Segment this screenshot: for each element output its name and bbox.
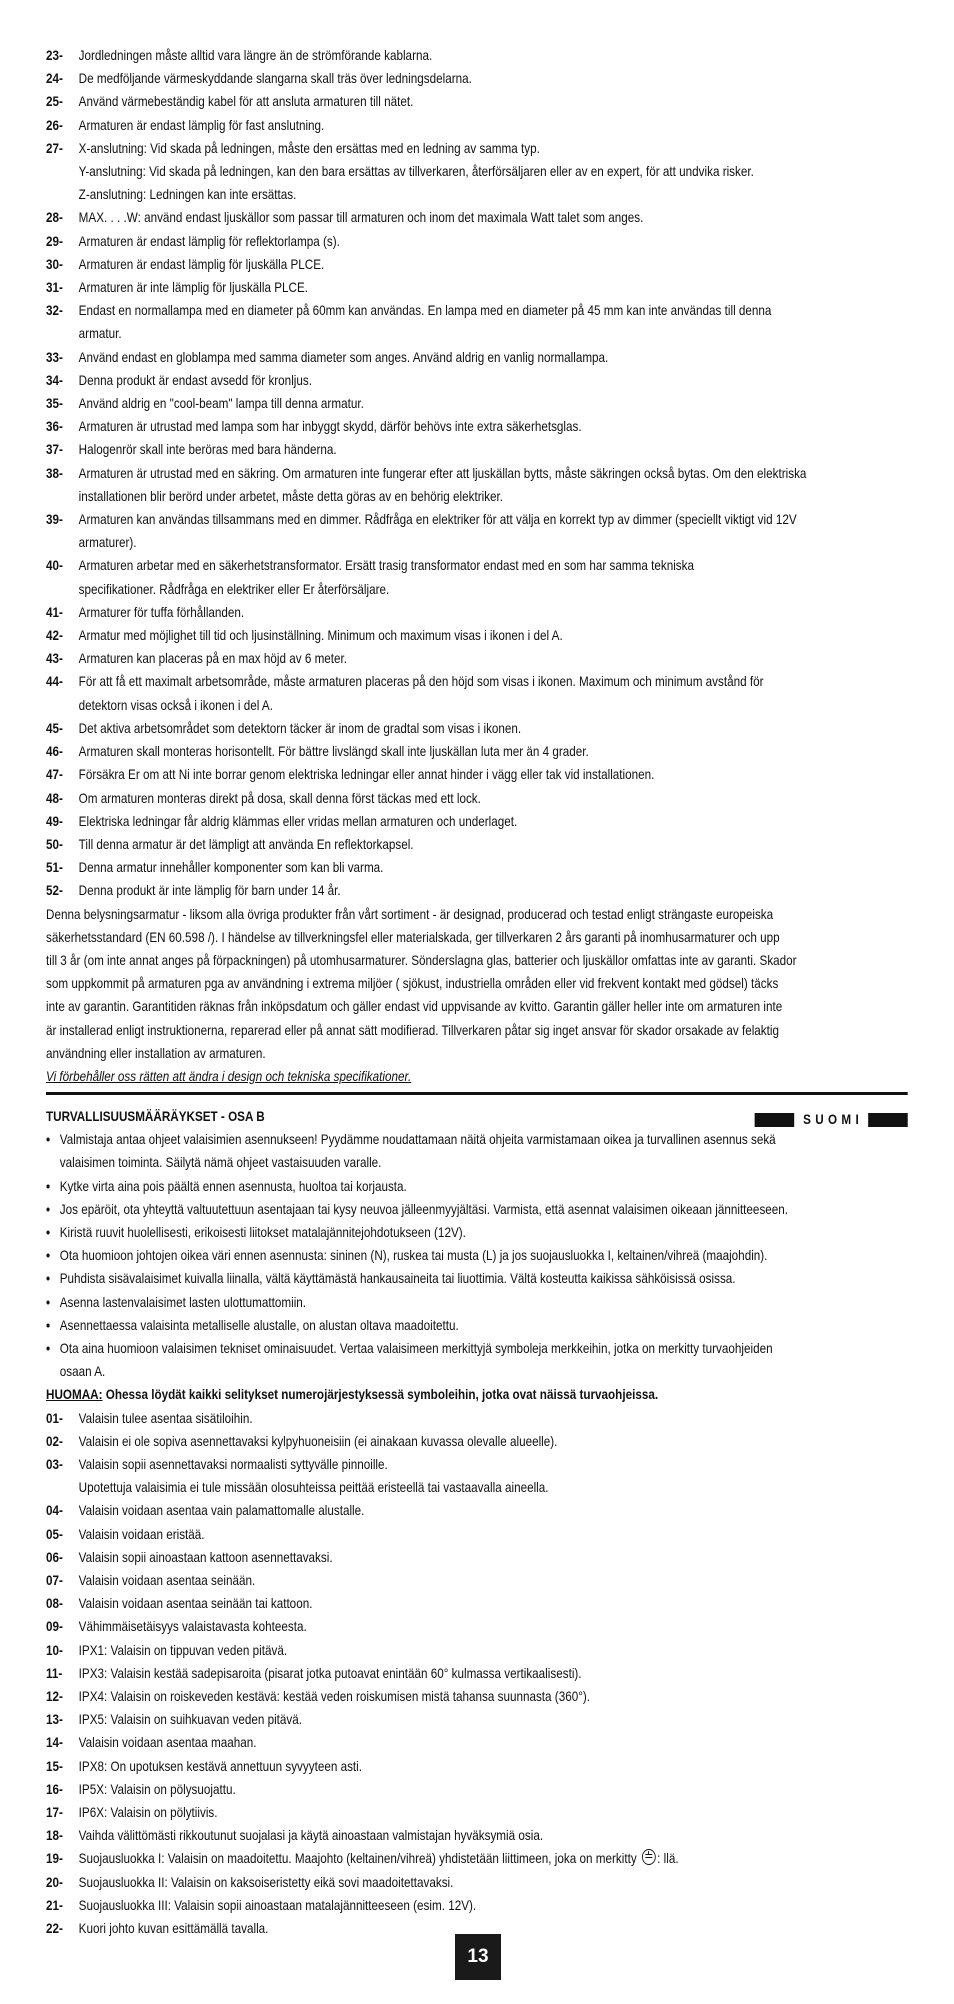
item-text-line (79, 1731, 908, 1754)
item-text-line (79, 183, 908, 206)
finnish-symbol-item (46, 1592, 908, 1615)
item-number: 50- (46, 836, 63, 852)
item-text-line (79, 1894, 908, 1917)
swedish-symbol-item (46, 415, 908, 438)
item-text-line (79, 392, 908, 415)
item-text-line (79, 1708, 908, 1731)
item-text: Denna produkt är inte lämplig för barn under 14 år. (78, 883, 341, 899)
item-text-line (79, 647, 908, 670)
item-text-line (79, 856, 908, 879)
finnish-bullet-item (46, 1291, 908, 1314)
item-number: 40- (46, 558, 63, 574)
item-text: IPX4: Valaisin on roiskeveden kestävä: kestää veden roiskumisen mistä tahansa suunnasta (360°). (78, 1689, 591, 1705)
item-number: 23- (46, 48, 63, 63)
item-text-line (79, 1755, 908, 1778)
item-text: De medföljande värmeskyddande slangarna skall träs över ledningsdelarna. (78, 71, 472, 87)
finnish-symbol-item (46, 1546, 908, 1569)
bullet-text-line: Kiristä ruuvit huolellisesti, erikoisesti liitokset matalajännitejohdotukseen (12V). (59, 1224, 466, 1240)
item-number: 02- (46, 1433, 63, 1449)
item-text: Till denna armatur är det lämpligt att använda En reflektorkapsel. (78, 836, 414, 852)
item-text-line (79, 531, 908, 554)
item-text: armatur. (78, 326, 122, 342)
item-text: Vähimmäisetäisyys valaistavasta kohteesta. (78, 1619, 307, 1635)
item-text-line (79, 253, 908, 276)
item-text-line (79, 601, 908, 624)
item-text-line (79, 44, 908, 67)
item-text: Armaturen är endast lämplig för ljuskälla PLCE. (78, 256, 325, 272)
item-text: Armaturen är endast lämplig för reflektorlampa (s). (78, 233, 340, 249)
item-text: specifikationer. Rådfråga en elektriker eller Er återförsäljare. (78, 581, 390, 597)
item-number: 10- (46, 1642, 63, 1658)
item-number: 48- (46, 790, 63, 806)
item-text: Om armaturen monteras direkt på dosa, skall denna först täckas med ett lock. (78, 790, 481, 806)
item-number: 51- (46, 860, 63, 876)
swedish-reserve-note: Vi förbehåller oss rätten att ändra i design och tekniska specifikationer. (46, 1068, 412, 1084)
item-number: 30- (46, 256, 63, 272)
finnish-symbol-item (46, 1430, 908, 1453)
item-text: Kuori johto kuvan esittämällä tavalla. (78, 1921, 269, 1937)
item-text: Denna produkt är endast avsedd för kronljus. (78, 372, 312, 388)
finnish-bullet-item (46, 1337, 908, 1383)
item-number: 14- (46, 1735, 63, 1751)
bullet-text-line: Asennettaessa valaisinta metalliselle alustalle, on alustan oltava maadoitettu. (59, 1317, 459, 1333)
item-text-line (79, 1546, 908, 1569)
bullet-icon: • (46, 1340, 51, 1356)
finnish-symbol-item (46, 1731, 908, 1754)
bullet-icon: • (46, 1132, 51, 1148)
item-number: 44- (46, 674, 63, 690)
finnish-bullet-item (46, 1221, 908, 1244)
swedish-symbol-item (46, 810, 908, 833)
swedish-symbol-item (46, 44, 908, 67)
item-text: Armaturen kan placeras på en max höjd av 6 meter. (78, 651, 348, 667)
swedish-symbol-item (46, 369, 908, 392)
item-text: Valaisin voidaan asentaa seinään. (78, 1573, 256, 1588)
item-text-line (79, 160, 908, 183)
item-text-line (79, 114, 908, 137)
item-text: Valaisin voidaan eristää. (78, 1526, 205, 1542)
item-number: 38- (46, 465, 63, 481)
finnish-bullet-item (46, 1267, 908, 1290)
swedish-symbol-item (46, 253, 908, 276)
item-number: 47- (46, 767, 63, 783)
bullet-icon: • (46, 1224, 51, 1240)
finnish-symbol-item (46, 1778, 908, 1801)
item-text-line (79, 1662, 908, 1685)
bullet-text-line: Jos epäröit, ota yhteyttä valtuutettuun asentajaan tai kysy neuvoa jälleenmyyjältäsi. Varmista, että asennat valaisimen oikeaan jännitteeseen. (59, 1201, 789, 1217)
item-text: IPX3: Valaisin kestää sadepisaroita (pisarat jotka putoavat enintään 60° kulmassa vertikaalisesti). (78, 1665, 582, 1681)
item-text-line (79, 299, 908, 322)
finnish-symbol-item (46, 1824, 908, 1847)
finnish-bullet-list (46, 1128, 908, 1383)
item-text: Armaturen är endast lämplig för fast anslutning. (78, 117, 325, 133)
item-text: X-anslutning: Vid skada på ledningen, måste den ersättas med en ledning av samma typ. (78, 140, 540, 156)
item-text: Elektriska ledningar får aldrig klämmas eller vridas mellan armaturen och underlaget. (78, 813, 518, 829)
guarantee-line: inte av garantin. Garantitiden räknas från inköpsdatum och gäller endast vid uppvisande av kvitto. Garantin gäller heller inte om armaturen inte (46, 999, 783, 1015)
swedish-symbol-item (46, 462, 908, 508)
bullet-text-line: Asenna lastenvalaisimet lasten ulottumattomiin. (59, 1294, 307, 1310)
item-text-line (79, 230, 908, 253)
item-text: Armaturen är utrustad med lampa som har inbyggt skydd, därför behövs inte extra säkerhetsglas. (78, 419, 582, 435)
item-text-line (79, 717, 908, 740)
item-number: 33- (46, 349, 63, 365)
finnish-symbol-item (46, 1407, 908, 1430)
swedish-symbol-item (46, 392, 908, 415)
item-text: Suojausluokka I: Valaisin on maadoitettu. Maajohto (keltainen/vihreä) yhdistetään liittimeen, joka on merkitty (78, 1851, 637, 1867)
item-text: Upotettuja valaisimia ei tule missään olosuhteissa peittää eristeellä tai vastaavalla aineella. (78, 1480, 549, 1496)
item-text: Suojausluokka II: Valaisin on kaksoiseristetty eikä sovi maadoitettavaksi. (78, 1874, 454, 1890)
item-text: Valaisin voidaan asentaa seinään tai kattoon. (78, 1596, 313, 1612)
swedish-symbol-item (46, 554, 908, 600)
item-text: Armaturen arbetar med en säkerhetstransformator. Ersätt trasig transformator endast med en som har samma tekniska (78, 558, 694, 574)
guarantee-line: säkerhetsstandard (EN 60.598 /). I händelse av tillverkningsfel eller materialskada, ger tillverkaren 2 års garanti på inomhusarmaturer och upp (46, 929, 780, 945)
item-number: 27- (46, 140, 63, 156)
finnish-symbol-item (46, 1523, 908, 1546)
item-text: Armaturen är inte lämplig för ljuskälla PLCE. (78, 280, 309, 296)
item-text-line (79, 624, 908, 647)
swedish-symbol-item (46, 856, 908, 879)
item-text-line (79, 740, 908, 763)
finnish-note-text: Ohessa löydät kaikki selitykset numerojärjestyksessä symboleihin, jotka ovat näissä turvaohjeissa. (102, 1387, 659, 1403)
swedish-symbol-item (46, 763, 908, 786)
language-bar-left (755, 1113, 795, 1127)
item-text: Valaisin voidaan asentaa maahan. (78, 1735, 257, 1751)
finnish-section-header (46, 1105, 908, 1128)
item-number: 37- (46, 442, 63, 458)
swedish-guarantee-text (46, 903, 908, 1065)
finnish-symbol-item (46, 1615, 908, 1638)
item-text: Valaisin tulee asentaa sisätiloihin. (78, 1410, 253, 1426)
item-text: Armaturen skall monteras horisontellt. För bättre livslängd skall inte ljuskällan luta mer än 4 grader. (78, 744, 589, 760)
item-number: 31- (46, 280, 63, 296)
swedish-symbol-item (46, 624, 908, 647)
bullet-text-line: Ota huomioon johtojen oikea väri ennen asennusta: sininen (N), ruskea tai musta (L) ja jos suojausluokka I, keltainen/vihreä (maajohdin). (59, 1248, 768, 1264)
finnish-symbol-item (46, 1708, 908, 1731)
item-number: 43- (46, 651, 63, 667)
item-text: detektorn visas också i ikonen i del A. (78, 697, 273, 713)
item-number: 29- (46, 233, 63, 249)
item-number: 11- (46, 1665, 63, 1681)
item-text: Armaturen kan användas tillsammans med en dimmer. Rådfråga en elektriker för att välja en korrekt typ av dimmer (speciellt viktigt vid 12V (78, 512, 797, 528)
item-text-line (79, 137, 908, 160)
item-text-suffix: : llä. (657, 1851, 679, 1867)
swedish-symbol-item (46, 601, 908, 624)
manual-page (46, 44, 908, 1940)
bullet-icon: • (46, 1271, 51, 1287)
bullet-icon: • (46, 1294, 51, 1310)
item-text: IP5X: Valaisin on pölysuojattu. (78, 1781, 236, 1797)
finnish-symbol-item (46, 1894, 908, 1917)
item-text: För att få ett maximalt arbetsområde, måste armaturen placeras på den höjd som visas i ikonen. Maximum och minimum avstånd för (78, 674, 764, 690)
swedish-symbol-item (46, 67, 908, 90)
item-number: 03- (46, 1456, 63, 1472)
item-number: 07- (46, 1573, 63, 1588)
item-text-line (79, 1615, 908, 1638)
item-number: 39- (46, 512, 63, 528)
item-number: 15- (46, 1758, 63, 1774)
guarantee-line: till 3 år (om inte annat anges på förpackningen) på utomhusarmaturer. Sönderslagna glas, batterier och ljuskällor omfattas inte av garanti. Skador (46, 952, 797, 968)
bullet-text-line: Puhdista sisävalaisimet kuivalla liinalla, vältä käyttämästä hankausaineita tai liuottimia. Vältä kosteutta kaikissa sähköisissä osissa. (59, 1271, 736, 1287)
item-text: Använd aldrig en "cool-beam" lampa till denna armatur. (78, 396, 364, 412)
item-text: Det aktiva arbetsområdet som detektorn täcker är inom de gradtal som visas i ikonen. (78, 720, 522, 736)
item-text-line (79, 67, 908, 90)
item-text-line (79, 485, 908, 508)
item-number: 09- (46, 1619, 63, 1635)
item-number: 32- (46, 303, 63, 319)
item-text-line (79, 90, 908, 113)
item-text-line (79, 554, 908, 577)
finnish-symbol-item (46, 1569, 908, 1592)
swedish-symbol-item (46, 206, 908, 229)
bullet-icon: • (46, 1317, 51, 1333)
swedish-symbol-item (46, 787, 908, 810)
item-text: IPX8: On upotuksen kestävä annettuun syvyyteen asti. (78, 1758, 363, 1774)
swedish-symbol-item (46, 299, 908, 345)
item-number: 49- (46, 813, 63, 829)
item-text-line (79, 369, 908, 392)
item-number: 22- (46, 1921, 63, 1937)
item-number: 16- (46, 1781, 63, 1797)
item-text-line (79, 1824, 908, 1847)
item-number: 17- (46, 1805, 63, 1821)
item-number: 41- (46, 604, 63, 620)
language-label: SUOMI (803, 1112, 863, 1128)
guarantee-line: Denna belysningsarmatur - liksom alla övriga produkter från vårt sortiment - är designad, producerad och testad enligt strängaste europeiska (46, 906, 774, 922)
item-text: Suojausluokka III: Valaisin sopii ainoastaan matalajännitteeseen (esim. 12V). (78, 1897, 477, 1913)
finnish-note (46, 1383, 908, 1406)
item-text-line (79, 1778, 908, 1801)
swedish-symbol-item (46, 90, 908, 113)
item-number: 05- (46, 1526, 63, 1542)
item-text: Endast en normallampa med en diameter på 60mm kan användas. En lampa med en diameter på 45 mm kan inte användas till denna (78, 303, 772, 319)
swedish-symbol-item (46, 740, 908, 763)
swedish-symbol-item (46, 717, 908, 740)
finnish-note-label: HUOMAA: (46, 1387, 103, 1403)
item-text-line (79, 879, 908, 902)
item-text-line (79, 276, 908, 299)
finnish-bullet-item (46, 1244, 908, 1267)
item-text: Vaihda välittömästi rikkoutunut suojalasi ja käytä ainoastaan valmistajan hyväksymiä osia. (78, 1828, 544, 1844)
item-text: Halogenrör skall inte beröras med bara händerna. (78, 442, 337, 458)
section-divider (46, 1092, 908, 1095)
item-text-line (79, 1639, 908, 1662)
finnish-symbol-item (46, 1847, 908, 1870)
item-text-line (79, 1407, 908, 1430)
item-number: 45- (46, 720, 63, 736)
item-text: Armaturen är utrustad med en säkring. Om armaturen inte fungerar efter att ljuskällan bytts, måste säkringen också bytas. Om den elektriska (78, 465, 807, 481)
swedish-symbol-item (46, 647, 908, 670)
item-number: 35- (46, 396, 63, 412)
item-text-line (79, 1569, 908, 1592)
item-text-line (79, 1847, 908, 1870)
swedish-symbol-item (46, 508, 908, 554)
item-text-line (79, 438, 908, 461)
item-number: 36- (46, 419, 63, 435)
swedish-symbol-item (46, 670, 908, 716)
item-text-line (79, 346, 908, 369)
item-text-line (79, 1871, 908, 1894)
item-number: 42- (46, 628, 63, 644)
finnish-symbol-item (46, 1685, 908, 1708)
item-text: Använd endast en globlampa med samma diameter som anges. Använd aldrig en vanlig normallampa. (78, 349, 609, 365)
item-number: 18- (46, 1828, 63, 1844)
bullet-icon: • (46, 1178, 51, 1194)
finnish-symbol-item (46, 1755, 908, 1778)
swedish-symbol-item (46, 114, 908, 137)
item-number: 28- (46, 210, 63, 226)
item-text: Använd värmebeständig kabel för att ansluta armaturen till nätet. (78, 94, 414, 110)
swedish-symbol-list (46, 44, 908, 903)
finnish-bullet-item (46, 1314, 908, 1337)
item-text-line (79, 206, 908, 229)
item-text: IPX5: Valaisin on suihkuavan veden pitävä. (78, 1712, 303, 1728)
bullet-icon: • (46, 1201, 51, 1217)
item-text: Valaisin sopii asennettavaksi normaalisti syttyvälle pinnoille. (78, 1456, 388, 1472)
finnish-symbol-item (46, 1639, 908, 1662)
finnish-symbol-item (46, 1801, 908, 1824)
item-text: Valaisin ei ole sopiva asennettavaksi kylpyhuoneisiin (ei ainakaan kuvassa olevalle alueelle). (78, 1433, 558, 1449)
item-number: 21- (46, 1897, 63, 1913)
bullet-text-line: Ota aina huomioon valaisimen tekniset ominaisuudet. Vertaa valaisimeen merkittyjä symboleja merkkeihin, jotka on merkitty turvaohjeiden (59, 1340, 773, 1356)
item-text-line (79, 1476, 908, 1499)
item-text-line (79, 1801, 908, 1824)
item-text-line (79, 670, 908, 693)
item-number: 12- (46, 1689, 63, 1705)
item-text-line (79, 1430, 908, 1453)
item-number: 06- (46, 1549, 63, 1565)
language-bar-right (868, 1113, 908, 1127)
item-text-line (79, 833, 908, 856)
item-text-line (79, 1523, 908, 1546)
swedish-symbol-item (46, 137, 908, 207)
finnish-bullet-item (46, 1198, 908, 1221)
bullet-text-line: Valmistaja antaa ohjeet valaisimien asennukseen! Pyydämme noudattamaan näitä ohjeita varmistamaan oikea ja turvallinen asennus sekä (59, 1132, 776, 1148)
finnish-symbol-item (46, 1871, 908, 1894)
item-text-line (79, 462, 908, 485)
finnish-bullet-item (46, 1128, 908, 1174)
item-number: 24- (46, 71, 63, 87)
item-text: Z-anslutning: Ledningen kan inte ersättas. (78, 187, 297, 203)
item-text-line (79, 415, 908, 438)
bullet-text-line: valaisimen toiminta. Säilytä nämä ohjeet vastaisuuden varalle. (59, 1155, 382, 1171)
item-number: 20- (46, 1874, 63, 1890)
bullet-text-line: Kytke virta aina pois päältä ennen asennusta, huoltoa tai korjausta. (59, 1178, 407, 1194)
item-text-line (79, 787, 908, 810)
finnish-bullet-item (46, 1175, 908, 1198)
item-number: 01- (46, 1410, 63, 1426)
item-text-line (79, 1685, 908, 1708)
guarantee-line: som uppkommit på armaturen pga av användning i extrema miljöer ( sjökust, industriella områden eller vid frekvent kontakt med gödsel) täcks (46, 976, 779, 992)
item-text-line (79, 1453, 908, 1476)
bullet-icon: • (46, 1248, 51, 1264)
page-number: 13 (455, 1934, 501, 1980)
item-text: MAX. . . .W: använd endast ljuskällor som passar till armaturen och inom det maximala Watt talet som anges. (78, 210, 644, 226)
item-text-line (79, 578, 908, 601)
item-text: Jordledningen måste alltid vara längre än de strömförande kablarna. (78, 48, 433, 63)
guarantee-line: användning eller installation av armaturen. (46, 1045, 266, 1061)
item-text: IP6X: Valaisin on pölytiivis. (78, 1805, 218, 1821)
item-text-line (79, 1592, 908, 1615)
item-text-line (79, 763, 908, 786)
earth-symbol-icon (642, 1849, 656, 1865)
item-text: Försäkra Er om att Ni inte borrar genom elektriska ledningar eller annat hinder i vägg eller tak vid installationen. (78, 767, 655, 783)
swedish-symbol-item (46, 879, 908, 902)
item-number: 52- (46, 883, 63, 899)
item-text-line (79, 322, 908, 345)
item-text-line (79, 810, 908, 833)
item-text: Armaturer för tuffa förhållanden. (78, 604, 245, 620)
finnish-symbol-item (46, 1453, 908, 1499)
item-text: armaturer). (78, 535, 137, 551)
item-text-line (79, 1499, 908, 1522)
finnish-symbol-item (46, 1499, 908, 1522)
item-text: Valaisin voidaan asentaa vain palamattomalle alustalle. (78, 1503, 365, 1519)
item-text-line (79, 694, 908, 717)
item-number: 46- (46, 744, 63, 760)
item-text-line (79, 508, 908, 531)
finnish-section-title: TURVALLISUUSMÄÄRÄYKSET - OSA B (46, 1109, 265, 1125)
item-text: Armatur med möjlighet till tid och ljusinställning. Minimum och maximum visas i ikonen i del A. (78, 628, 563, 644)
item-text: Valaisin sopii ainoastaan kattoon asennettavaksi. (78, 1549, 333, 1565)
finnish-symbol-list (46, 1407, 908, 1941)
guarantee-line: är installerad enligt instruktionerna, reparerad eller på annat sätt modifierad. Tillverkaren påtar sig inget ansvar för skador orsakade av felaktig (46, 1022, 780, 1038)
item-text: IPX1: Valaisin on tippuvan veden pitävä. (78, 1642, 288, 1658)
item-number: 34- (46, 372, 63, 388)
item-number: 19- (46, 1851, 63, 1867)
swedish-symbol-item (46, 276, 908, 299)
item-number: 04- (46, 1503, 63, 1519)
swedish-symbol-item (46, 833, 908, 856)
item-text: Y-anslutning: Vid skada på ledningen, kan den bara ersättas av tillverkaren, återförsäljaren eller av en expert, för att undvika risker. (78, 164, 754, 180)
item-number: 13- (46, 1712, 63, 1728)
swedish-symbol-item (46, 438, 908, 461)
item-number: 26- (46, 117, 63, 133)
item-number: 08- (46, 1596, 63, 1612)
swedish-symbol-item (46, 230, 908, 253)
swedish-symbol-item (46, 346, 908, 369)
item-text: Denna armatur innehåller komponenter som kan bli varma. (78, 860, 384, 876)
finnish-symbol-item (46, 1662, 908, 1685)
item-text: installationen blir berörd under arbetet, måste detta göras av en behörig elektriker. (78, 488, 504, 504)
item-number: 25- (46, 94, 63, 110)
bullet-text-line: osaan A. (59, 1364, 106, 1380)
